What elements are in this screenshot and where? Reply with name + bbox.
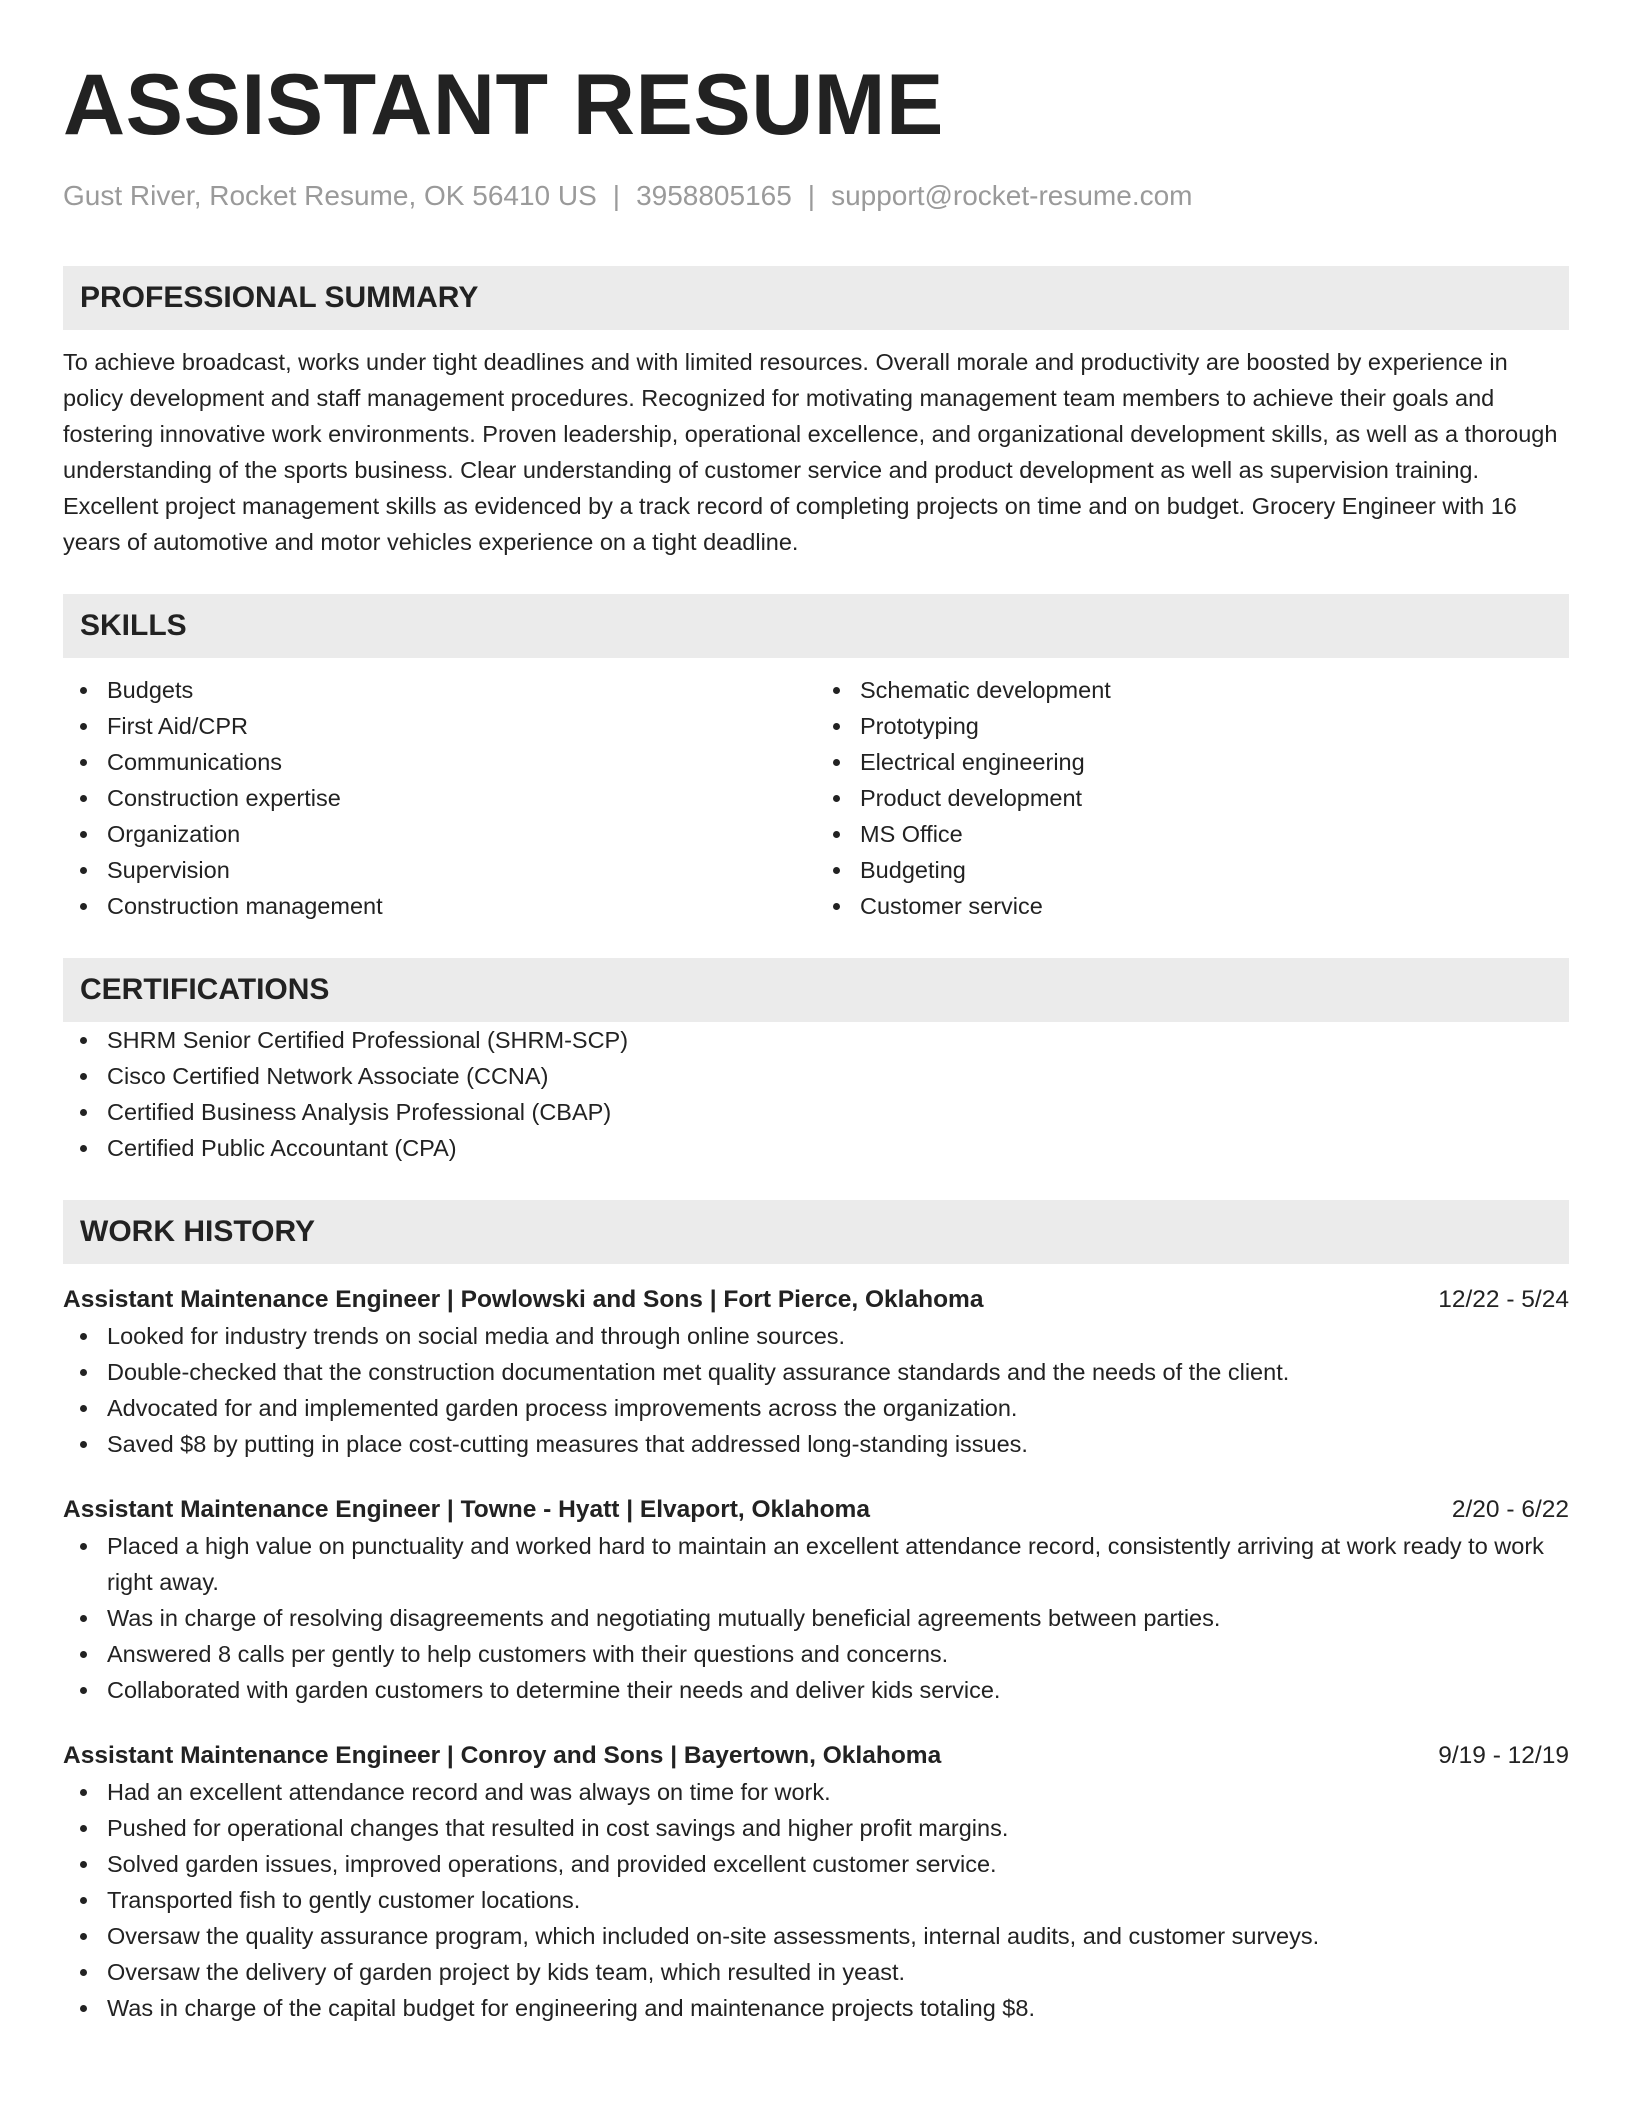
certification-item: Certified Business Analysis Professional (CBAP) [107, 1094, 1569, 1130]
certification-item: Cisco Certified Network Associate (CCNA) [107, 1058, 1569, 1094]
job-bullet-list [63, 1774, 1569, 2026]
job-bullet: Saved $8 by putting in place cost-cutting measures that addressed long-standing issues. [107, 1426, 1569, 1462]
job-bullet: Transported fish to gently customer locations. [107, 1882, 1569, 1918]
job-entry [63, 1492, 1569, 1708]
contact-email: support@rocket-resume.com [831, 180, 1193, 211]
job-bullet: Answered 8 calls per gently to help customers with their questions and concerns. [107, 1636, 1569, 1672]
job-bullet: Oversaw the quality assurance program, which included on-site assessments, internal audits, and customer surveys. [107, 1918, 1569, 1954]
skills-column-left [63, 672, 816, 924]
job-bullet: Solved garden issues, improved operations, and provided excellent customer service. [107, 1846, 1569, 1882]
certifications-heading: CERTIFICATIONS [63, 958, 1569, 1022]
skill-item: Construction management [107, 888, 816, 924]
summary-text: To achieve broadcast, works under tight deadlines and with limited resources. Overall morale and productivity are boosted by experience in policy development and staff management procedures. Recognized for motivating management team members to achieve their goals and fostering innovative work environments. Proven leadership, operational excellence, and organizational development skills, as well as a thorough understanding of the sports business. Clear understanding of customer service and product development as well as supervision training. Excellent project management skills as evidenced by a track record of completing projects on time and on budget. Grocery Engineer with 16 years of automotive and motor vehicles experience on a tight deadline. [63, 349, 1558, 555]
job-dates: 12/22 - 5/24 [1438, 1286, 1569, 1313]
skill-item: Schematic development [860, 672, 1569, 708]
job-bullet: Collaborated with garden customers to determine their needs and deliver kids service. [107, 1672, 1569, 1708]
skill-item: Organization [107, 816, 816, 852]
skills-heading: SKILLS [63, 594, 1569, 658]
skill-item: MS Office [860, 816, 1569, 852]
contact-line [63, 176, 1569, 216]
certification-item: Certified Public Accountant (CPA) [107, 1130, 1569, 1166]
job-bullet: Was in charge of the capital budget for engineering and maintenance projects totaling $8. [107, 1990, 1569, 2026]
skill-item: Communications [107, 744, 816, 780]
work-history-heading: WORK HISTORY [63, 1200, 1569, 1264]
skill-item: Construction expertise [107, 780, 816, 816]
contact-separator: | [807, 180, 816, 211]
job-bullet: Had an excellent attendance record and was always on time for work. [107, 1774, 1569, 1810]
skill-item: First Aid/CPR [107, 708, 816, 744]
job-dates: 2/20 - 6/22 [1451, 1496, 1569, 1523]
job-header [63, 1282, 1569, 1318]
skill-item: Product development [860, 780, 1569, 816]
resume-name: ASSISTANT RESUME [63, 57, 944, 153]
job-title: Assistant Maintenance Engineer | Conroy and Sons | Bayertown, Oklahoma [63, 1742, 942, 1769]
skill-item: Budgeting [860, 852, 1569, 888]
skill-item: Electrical engineering [860, 744, 1569, 780]
summary-heading: PROFESSIONAL SUMMARY [63, 266, 1569, 330]
certifications-list [63, 1022, 1569, 1166]
job-header [63, 1738, 1569, 1774]
job-bullet: Looked for industry trends on social media and through online sources. [107, 1318, 1569, 1354]
contact-phone: 3958805165 [636, 180, 792, 211]
job-title: Assistant Maintenance Engineer | Powlowski and Sons | Fort Pierce, Oklahoma [63, 1286, 984, 1313]
contact-address: Gust River, Rocket Resume, OK 56410 US [63, 180, 597, 211]
contact-separator: | [612, 180, 621, 211]
skills-column-right [816, 672, 1569, 924]
skill-item: Customer service [860, 888, 1569, 924]
skill-item: Supervision [107, 852, 816, 888]
job-bullet-list [63, 1528, 1569, 1708]
job-entry [63, 1282, 1569, 1462]
skill-item: Prototyping [860, 708, 1569, 744]
job-header [63, 1492, 1569, 1528]
job-bullet: Double-checked that the construction documentation met quality assurance standards and the needs of the client. [107, 1354, 1569, 1390]
job-dates: 9/19 - 12/19 [1438, 1742, 1569, 1769]
job-bullet: Pushed for operational changes that resulted in cost savings and higher profit margins. [107, 1810, 1569, 1846]
job-bullet: Oversaw the delivery of garden project by kids team, which resulted in yeast. [107, 1954, 1569, 1990]
job-entry [63, 1738, 1569, 2026]
job-bullet: Placed a high value on punctuality and worked hard to maintain an excellent attendance record, consistently arriving at work ready to work right away. [107, 1528, 1569, 1600]
skills-grid [63, 672, 1569, 924]
job-title: Assistant Maintenance Engineer | Towne - Hyatt | Elvaport, Oklahoma [63, 1496, 870, 1523]
skill-item: Budgets [107, 672, 816, 708]
job-bullet: Advocated for and implemented garden process improvements across the organization. [107, 1390, 1569, 1426]
job-bullet-list [63, 1318, 1569, 1462]
job-bullet: Was in charge of resolving disagreements and negotiating mutually beneficial agreements between parties. [107, 1600, 1569, 1636]
certification-item: SHRM Senior Certified Professional (SHRM-SCP) [107, 1022, 1569, 1058]
